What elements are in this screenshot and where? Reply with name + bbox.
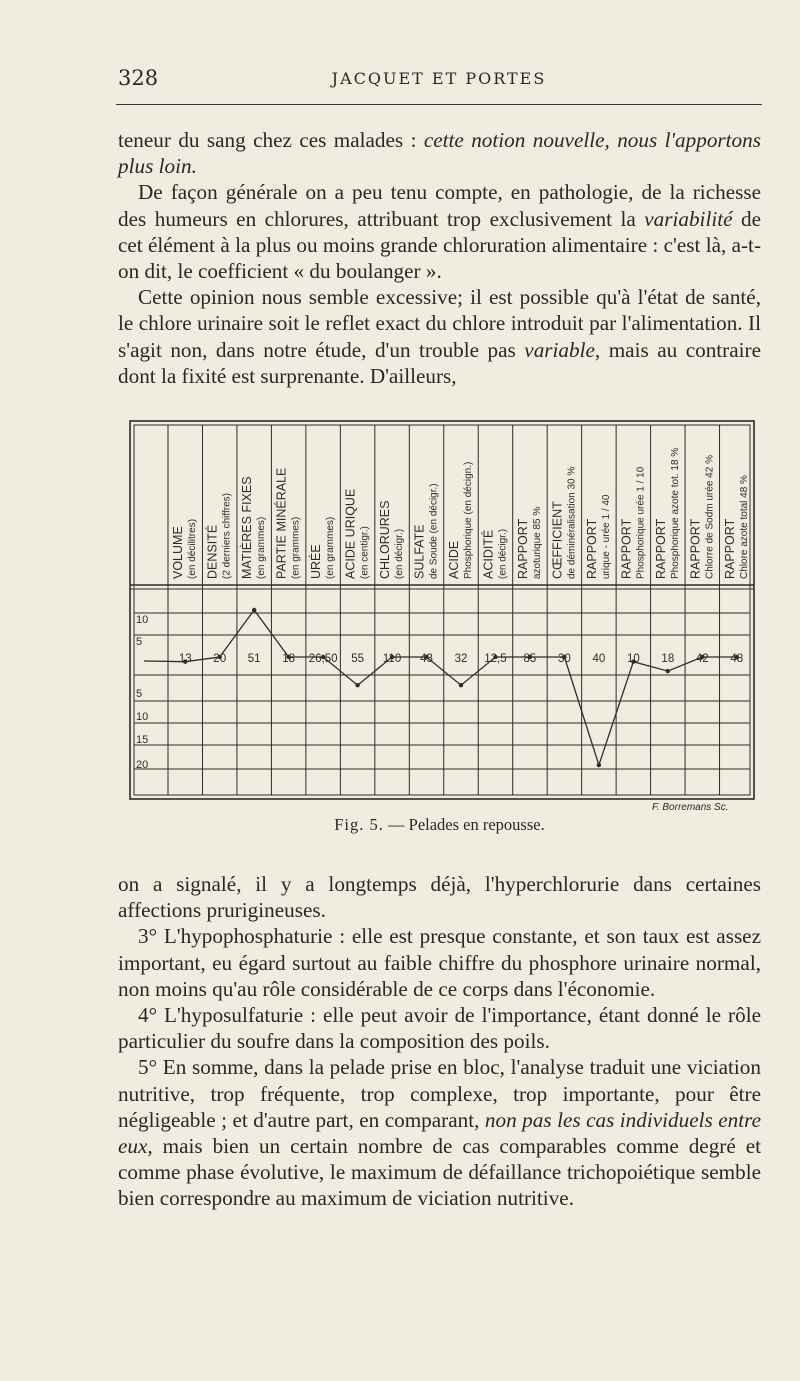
axis-label-down-15: 15	[136, 734, 149, 746]
engraver-signature: F. Borremans Sc.	[652, 802, 729, 813]
body-text-top	[118, 127, 761, 389]
paragraph-2-text-a: De façon générale on a peu tenu compte, en pathologie, de la richesse des humeurs en chlorures, attribuant trop exclusivement la	[118, 180, 761, 231]
column-header-sub: (2 derniers chiffres)	[221, 493, 233, 579]
data-point	[666, 669, 670, 673]
value-label: 10	[626, 653, 640, 665]
figure-5	[118, 413, 768, 823]
axis-label-up-10: 10	[136, 614, 149, 626]
column-header-main: CŒFFICIENT	[550, 501, 565, 579]
column-header-main: RAPPORT	[653, 518, 668, 579]
column-header-sub: Chlorre de Sodm urée 42 %	[704, 455, 716, 579]
column-header	[585, 494, 612, 579]
column-header-main: RAPPORT	[619, 518, 634, 579]
column-header-sub: (en décilitres)	[187, 518, 199, 579]
axis-label-up-5: 5	[136, 636, 143, 648]
axis-label-down-20: 20	[136, 759, 149, 771]
column-header-main: RAPPORT	[688, 518, 703, 579]
column-header-main: URÉE	[309, 544, 324, 579]
column-header-sub: (en grammes)	[256, 516, 268, 579]
column-header	[274, 468, 302, 579]
column-headers	[171, 448, 750, 579]
column-header-sub: Phosphorique azote tot. 18 %	[669, 447, 681, 579]
paragraph-5: 3° L'hypophosphaturie : elle est presque constante, et son taux est assez important, eu égard surtout au faible chiffre du phosphore urinaire normal, non moins qu'au rôle considérable de ce corps dans l'économie.	[118, 924, 761, 1001]
column-header-sub: Phosphorique urée 1 / 10	[635, 466, 647, 579]
column-header-sub: (en grammes)	[325, 516, 337, 579]
column-header-sub: (en centigr.)	[359, 526, 371, 579]
column-header	[378, 501, 405, 580]
column-header-sub: (en décigr.)	[394, 528, 406, 579]
value-label: 40	[592, 653, 606, 665]
column-header-main: ACIDE URIQUE	[343, 488, 358, 579]
value-label: 42	[695, 653, 709, 665]
caption-text: — Pelades en repousse.	[383, 815, 545, 834]
column-header-main: DENSITÉ	[205, 524, 220, 579]
column-header-main: RAPPORT	[584, 518, 599, 579]
column-header-sub: Phosphorique (en décign.)	[463, 461, 474, 579]
column-header-sub: Chlore azote total 48 %	[738, 475, 750, 579]
paragraph-1	[118, 127, 761, 179]
value-label: 13	[178, 653, 192, 665]
column-header-main: MATIÈRES FIXES	[240, 476, 255, 579]
value-label: 51	[247, 653, 261, 665]
paragraph-1-text: teneur du sang chez ces malades :	[118, 128, 424, 152]
column-header	[723, 475, 750, 579]
column-header-sub: urique - urée 1 / 40	[600, 494, 612, 579]
column-header	[447, 462, 474, 579]
page-header	[118, 66, 760, 100]
page-number: 328	[118, 66, 159, 90]
column-header	[688, 455, 715, 579]
column-header-sub: de Soude (en décigr.)	[428, 483, 440, 579]
column-header	[239, 476, 267, 579]
data-point	[355, 683, 359, 687]
chart-grid	[130, 421, 754, 799]
chart-frame-inner	[134, 425, 750, 795]
paragraph-3	[118, 284, 761, 389]
column-header-main: ACIDITÉ	[481, 529, 496, 579]
caption-label: Fig. 5.	[334, 815, 384, 834]
column-header-main: ACIDE	[447, 540, 461, 579]
column-header-sub: azoturique 85 %	[531, 506, 543, 579]
paragraph-2	[118, 179, 761, 284]
value-label: 26,50	[308, 653, 338, 665]
value-label: 110	[382, 653, 402, 665]
value-label: 12,5	[484, 653, 507, 665]
axis-labels	[136, 614, 148, 771]
value-label: 30	[558, 653, 571, 665]
column-header	[308, 517, 336, 579]
data-point	[597, 763, 601, 767]
paragraph-3-text-c: , mais au contraire dont la fixité est surprenante. D'ailleurs,	[118, 337, 761, 388]
column-header	[516, 507, 543, 579]
column-header-main: VOLUME	[171, 526, 186, 579]
value-label: 32	[454, 653, 468, 665]
chart-frame	[130, 421, 754, 799]
value-label: 18	[661, 653, 675, 665]
column-header	[344, 489, 371, 579]
column-header	[413, 483, 440, 579]
value-label: 55	[351, 653, 364, 665]
running-head: JACQUET ET PORTES	[331, 69, 547, 88]
series-line	[144, 610, 737, 765]
figure-caption	[118, 815, 761, 835]
column-header-main: RAPPORT	[722, 518, 737, 579]
column-header-main: RAPPORT	[515, 518, 530, 579]
column-header	[205, 493, 233, 579]
paragraph-3-italic: variable	[524, 337, 595, 362]
value-label: 18	[282, 653, 296, 665]
header-rule	[116, 104, 762, 105]
column-header	[550, 467, 577, 579]
column-header-main: CHLORURES	[378, 500, 393, 579]
value-labels	[179, 653, 743, 665]
value-label: 85	[523, 653, 537, 665]
column-header	[171, 519, 198, 579]
data-point	[252, 608, 256, 612]
value-label: 20	[213, 653, 227, 665]
paragraph-7: 5° En somme, dans la pelade prise en bloc, l'analyse traduit une viciation nutritive, trop fréquente, trop complexe, trop importante, pour être négligeable ; et d'autre part, en comparant, non pas les cas individuels entre eux, mais bien un certain nombre de cas comparables comme degré et comme phase évolutive, le maximum de défaillance trichopoiétique semble bien correspondre au maximum de viciation nutritive.	[118, 1055, 762, 1211]
paragraph-4: on a signalé, il y a longtemps déjà, l'hyperchlorurie dans certaines affections prurigineuses.	[118, 872, 761, 923]
data-line	[144, 608, 739, 768]
axis-label-down-10: 10	[136, 711, 149, 723]
paragraph-6: 4° L'hyposulfaturie : elle peut avoir de l'importance, étant donné le rôle particulier du soufre dans la composition des poils.	[118, 1003, 761, 1054]
body-text-bottom	[118, 871, 761, 1212]
column-header-sub: (en décigr.)	[497, 528, 509, 579]
value-label: 48	[730, 653, 744, 665]
column-header-sub: (en grammes)	[290, 516, 302, 579]
paragraph-2-italic: variabilité	[644, 206, 733, 231]
value-label: 43	[420, 653, 433, 665]
paragraph-3-text-a: Cette opinion nous semble excessive; il est possible qu'à l'état de santé, le chlore urinaire soit le reflet exact du chlore introduit par l'alimentation. Il s'agit non, dans notre étude, d'un trouble pas	[118, 285, 761, 362]
urine-analysis-chart	[118, 413, 768, 813]
column-header-sub: de déminéralisation 30 %	[566, 466, 578, 579]
column-header-main: SULFATE	[412, 524, 427, 579]
axis-label-down-5: 5	[136, 688, 143, 700]
column-header	[480, 529, 508, 579]
paragraph-2-text-c: de cet élément à la plus ou moins grande chloruration alimentaire : c'est là, a-t-on dit, le coefficient « du boulanger ».	[118, 206, 762, 284]
column-header-main: PARTIE MINÉRALE	[274, 467, 289, 579]
column-header	[619, 466, 646, 579]
data-point	[459, 683, 463, 687]
paragraph-1-italic: cette notion nouvelle, nous l'apportons plus loin.	[118, 128, 761, 179]
column-header	[654, 448, 681, 579]
